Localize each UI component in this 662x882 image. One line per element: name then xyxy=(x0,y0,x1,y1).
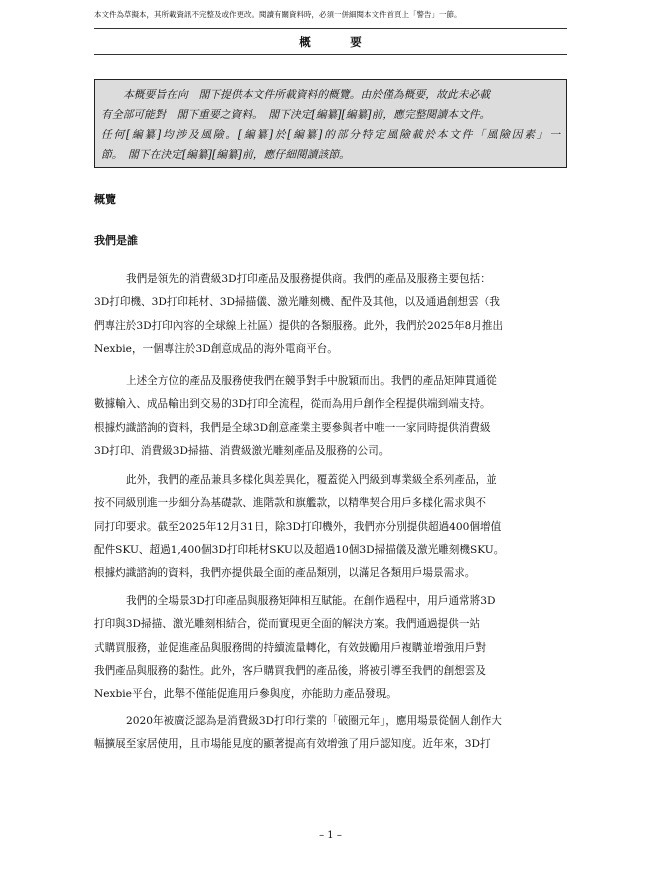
page-title: 概 要 xyxy=(299,35,376,49)
paragraph-line: 數據輸入、成品輸出到交易的3D打印全流程，從而為用戶創作全程提供端到端支持。 xyxy=(94,398,491,411)
paragraph xyxy=(94,710,567,757)
paragraph-line: 同打印要求。截至2025年12月31日，除3D打印機外，我們亦分別提供超過400個增值 xyxy=(94,520,502,533)
paragraph-line: 按不同級別進一步細分為基礎款、進階款和旗艦款，以精準契合用戶多樣化需求與不 xyxy=(94,497,486,510)
paragraph-line: 我們是領先的消費級3D打印產品及服務提供商。我們的產品及服務主要包括： xyxy=(126,273,491,285)
paragraph-line: 此外，我們的產品兼具多樣化與差異化，覆蓋從入門級到專業級全系列產品，並 xyxy=(126,474,497,486)
notice-line: 節。 閣下在決定[編纂][編纂]前，應仔細閱讀該節。 xyxy=(101,148,350,161)
summary-notice-box xyxy=(94,79,567,168)
paragraph-line: 們專注於3D打印內容的全球線上社區）提供的各類服務。此外，我們於2025年8月推出 xyxy=(94,319,504,332)
paragraph-line: 2020年被廣泛認為是消費級3D打印行業的「破圈元年」，應用場景從個人創作大 xyxy=(126,715,502,727)
subsection-heading: 我們是誰 xyxy=(94,234,138,247)
paragraph-line: 幅擴展至家居使用，且市場能見度的顯著提高有效增強了用戶認知度。近年來，3D打 xyxy=(94,738,491,751)
paragraph-line: 打印與3D掃描、激光雕刻相結合，從而實現更全面的解決方案。我們通過提供一站 xyxy=(94,618,481,631)
page-number: – 1 – xyxy=(319,830,342,841)
paragraph-line: Nexbie平台，此舉不僅能促進用戶參與度，亦能助力產品發現。 xyxy=(94,688,397,701)
notice-line: 有全部可能對 閣下重要之資料。 閣下決定[編纂][編纂]前，應完整閱讀本文件。 xyxy=(101,108,491,121)
header-rule-top xyxy=(94,28,567,29)
notice-line: 任何[編纂]均涉及風險。[編纂]於[編纂]的部分特定風險載於本文件「風險因素」一 xyxy=(101,128,562,141)
paragraph-line: 我們的全場景3D打印產品與服務矩陣相互賦能。在創作過程中，用戶通常將3D xyxy=(126,595,496,607)
header-rule-bottom xyxy=(94,54,567,55)
notice-line: 本概要旨在向 閣下提供本文件所載資料的概覽。由於僅為概要，故此未必載 xyxy=(123,88,491,101)
paragraph-line: 我們產品與服務的黏性。此外，客戶購買我們的產品後，將被引導至我們的創想雲及 xyxy=(94,664,486,677)
paragraph xyxy=(94,469,567,585)
draft-warning: 本文件為草擬本，其所載資訊不完整及或作更改。閱讀有關資料時，必須一併細閱本文件首頁上「警告」一節。 xyxy=(94,10,462,19)
paragraph-line: 3D打印機、3D打印耗材、3D掃描儀、激光雕刻機、配件及其他，以及通過創想雲（我 xyxy=(94,296,500,309)
paragraph-line: 根據灼識諮詢的資料，我們是全球3D創意產業主要參與者中唯一一家同時提供消費級 xyxy=(94,421,491,434)
section-heading: 概覽 xyxy=(94,193,116,206)
paragraph-line: 式購買服務，並促進產品與服務間的持續流量轉化，有效鼓勵用戶複購並增強用戶對 xyxy=(94,641,486,654)
paragraph-line: 根據灼識諮詢的資料，我們亦提供最全面的產品類別，以滿足各類用戶場景需求。 xyxy=(94,567,476,580)
paragraph xyxy=(94,370,567,463)
paragraph-line: 配件SKU、超過1,400個3D打印耗材SKU以及超過10個3D掃描儀及激光雕刻機SKU。 xyxy=(94,543,505,556)
paragraph xyxy=(94,590,567,706)
paragraph-line: Nexbie，一個專注於3D創意成品的海外電商平台。 xyxy=(94,342,338,355)
paragraph xyxy=(94,268,567,361)
paragraph-line: 3D打印、消費級3D掃描、消費級激光雕刻產品及服務的公司。 xyxy=(94,444,390,457)
paragraph-line: 上述全方位的產品及服務使我們在競爭對手中脫穎而出。我們的產品矩陣貫通從 xyxy=(126,375,497,387)
